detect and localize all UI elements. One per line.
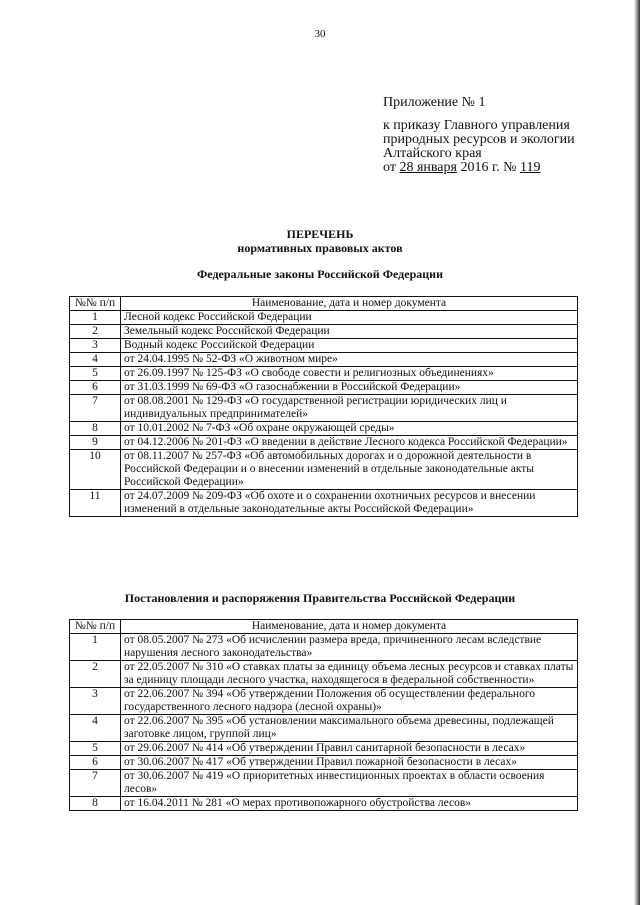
section1-title: Федеральные законы Российской Федерации bbox=[197, 267, 443, 281]
col-number-header: №№ п/п bbox=[70, 620, 121, 634]
col-number-header: №№ п/п bbox=[70, 297, 121, 311]
row-document: от 08.05.2007 № 273 «Об исчислении размера вреда, причиненного лесам вследствие нарушения лесного законодательства» bbox=[121, 634, 578, 661]
table-row bbox=[70, 770, 578, 797]
table-row bbox=[70, 339, 578, 353]
annex-date-suffix: 2016 г. № bbox=[456, 160, 520, 175]
row-document: от 30.06.2007 № 417 «Об утверждении Правил пожарной безопасности в лесах» bbox=[121, 756, 578, 770]
row-number: 8 bbox=[70, 797, 121, 811]
row-number: 6 bbox=[70, 756, 121, 770]
annex-block bbox=[383, 119, 575, 175]
row-number: 5 bbox=[70, 742, 121, 756]
row-number: 2 bbox=[70, 661, 121, 688]
row-number: 7 bbox=[70, 770, 121, 797]
row-number: 10 bbox=[70, 450, 121, 490]
col-name-header: Наименование, дата и номер документа bbox=[121, 620, 578, 634]
table-row bbox=[70, 756, 578, 770]
table-row bbox=[70, 450, 578, 490]
table-row bbox=[70, 661, 578, 688]
annex-line-1: к приказу Главного управления bbox=[383, 118, 570, 133]
page-number: 30 bbox=[314, 28, 326, 40]
row-document: от 30.06.2007 № 419 «О приоритетных инвестиционных проектах в области освоения лесов» bbox=[121, 770, 578, 797]
row-document: Земельный кодекс Российской Федерации bbox=[121, 325, 578, 339]
table-row bbox=[70, 634, 578, 661]
table-header-row bbox=[70, 297, 578, 311]
annex-title: Приложение № 1 bbox=[383, 95, 486, 110]
row-document: от 22.05.2007 № 310 «О ставках платы за единицу объема лесных ресурсов и ставках платы за единицу площади лесного участка, находящегося в федеральной собственности» bbox=[121, 661, 578, 688]
federal-laws-table bbox=[69, 296, 578, 517]
row-number: 5 bbox=[70, 367, 121, 381]
row-document: от 26.09.1997 № 125-ФЗ «О свободе совести и религиозных объединениях» bbox=[121, 367, 578, 381]
row-number: 9 bbox=[70, 436, 121, 450]
row-number: 3 bbox=[70, 688, 121, 715]
table-row bbox=[70, 395, 578, 422]
row-number: 1 bbox=[70, 311, 121, 325]
annex-line-3: Алтайского края bbox=[383, 146, 482, 161]
row-document: от 22.06.2007 № 394 «Об утверждении Положения об осуществлении федерального государственного лесного надзора (лесной охраны)» bbox=[121, 688, 578, 715]
annex-line-2: природных ресурсов и экологии bbox=[383, 132, 575, 147]
table-row bbox=[70, 422, 578, 436]
row-number: 3 bbox=[70, 339, 121, 353]
table-row bbox=[70, 367, 578, 381]
row-number: 6 bbox=[70, 381, 121, 395]
row-number: 8 bbox=[70, 422, 121, 436]
document-title: ПЕРЕЧЕНЬ bbox=[286, 227, 354, 241]
row-number: 1 bbox=[70, 634, 121, 661]
row-document: от 24.07.2009 № 209-ФЗ «Об охоте и о сохранении охотничьих ресурсов и внесении изменений в отдельные законодательные акты Российской Федерации» bbox=[121, 490, 578, 517]
table-row bbox=[70, 311, 578, 325]
row-document: от 08.11.2007 № 257-ФЗ «Об автомобильных дорогах и о дорожной деятельности в Российской Федерации и о внесении изменений в отдельные законодательные акты Российской Федерации» bbox=[121, 450, 578, 490]
row-number: 2 bbox=[70, 325, 121, 339]
col-name-header: Наименование, дата и номер документа bbox=[121, 297, 578, 311]
row-number: 11 bbox=[70, 490, 121, 517]
row-document: от 16.04.2011 № 281 «О мерах противопожарного обустройства лесов» bbox=[121, 797, 578, 811]
table-header-row bbox=[70, 620, 578, 634]
table-row bbox=[70, 436, 578, 450]
row-document: от 04.12.2006 № 201-ФЗ «О введении в действие Лесного кодекса Российской Федерации» bbox=[121, 436, 578, 450]
section2-title: Постановления и распоряжения Правительства Российской Федерации bbox=[124, 591, 516, 605]
table-row bbox=[70, 490, 578, 517]
row-document: Лесной кодекс Российской Федерации bbox=[121, 311, 578, 325]
row-document: от 31.03.1999 № 69-ФЗ «О газоснабжении в Российской Федерации» bbox=[121, 381, 578, 395]
row-document: от 24.04.1995 № 52-ФЗ «О животном мире» bbox=[121, 353, 578, 367]
annex-date-prefix: от bbox=[383, 160, 400, 175]
row-document: от 22.06.2007 № 395 «Об установлении максимального объема древесины, подлежащей заготовке лицом, группой лиц» bbox=[121, 715, 578, 742]
row-number: 4 bbox=[70, 353, 121, 367]
table-row bbox=[70, 715, 578, 742]
table-row bbox=[70, 688, 578, 715]
row-document: от 08.08.2001 № 129-ФЗ «О государственной регистрации юридических лиц и индивидуальных предпринимателей» bbox=[121, 395, 578, 422]
row-document: от 10.01.2002 № 7-ФЗ «Об охране окружающей среды» bbox=[121, 422, 578, 436]
government-decrees-table bbox=[69, 619, 578, 811]
row-number: 7 bbox=[70, 395, 121, 422]
scan-edge bbox=[634, 0, 640, 905]
table-row bbox=[70, 325, 578, 339]
table-row bbox=[70, 742, 578, 756]
annex-date-line bbox=[383, 161, 575, 175]
table-row bbox=[70, 353, 578, 367]
annex-date: 28 января bbox=[399, 160, 457, 175]
document-subtitle: нормативных правовых актов bbox=[237, 241, 403, 255]
table-row bbox=[70, 797, 578, 811]
row-document: Водный кодекс Российской Федерации bbox=[121, 339, 578, 353]
annex-number: 119 bbox=[519, 160, 541, 175]
table-row bbox=[70, 381, 578, 395]
row-document: от 29.06.2007 № 414 «Об утверждении Правил санитарной безопасности в лесах» bbox=[121, 742, 578, 756]
row-number: 4 bbox=[70, 715, 121, 742]
